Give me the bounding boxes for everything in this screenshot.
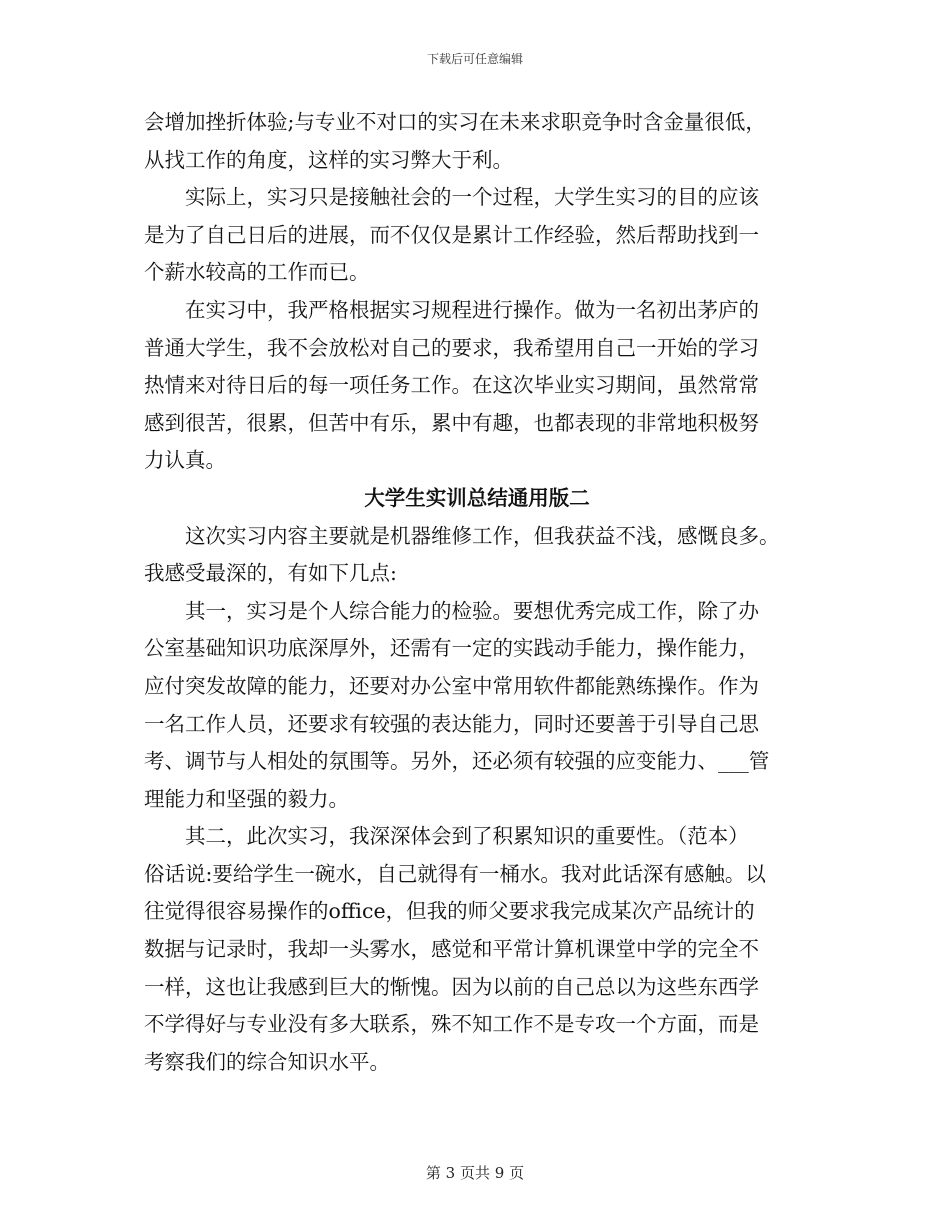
page-number: 第 3 页共 9 页	[425, 1164, 525, 1182]
text-line: 实际上，实习只是接触社会的一个过程，大学生实习的目的应该	[185, 185, 759, 210]
text-line: 其二，此次实习，我深深体会到了积累知识的重要性。（范本）	[185, 824, 749, 849]
text-line: 应付突发故障的能力，还要对办公室中常用软件都能熟练操作。作为	[144, 673, 759, 698]
text-line: 俗话说:要给学生一碗水，自己就得有一桶水。我对此话深有感触。以	[144, 861, 766, 886]
text-line: 考、调节与人相处的氛围等。另外，还必须有较强的应变能力、___管	[144, 749, 770, 774]
text-line: 一名工作人员，还要求有较强的表达能力，同时还要善于引导自己思	[144, 711, 759, 736]
text-line: 会增加挫折体验;与专业不对口的实习在未来求职竞争时含金量很低，	[144, 110, 766, 134]
text-line: 不学得好与专业没有多大联系，殊不知工作不是专攻一个方面，而是	[144, 1012, 759, 1037]
text-line: 一样，这也让我感到巨大的惭愧。因为以前的自己总以为这些东西学	[144, 974, 759, 999]
text-line: 往觉得很容易操作的office，但我的师父要求我完成某次产品统计的	[144, 899, 755, 924]
text-line: 其一，实习是个人综合能力的检验。要想优秀完成工作，除了办	[185, 598, 759, 623]
text-line: 感到很苦，很累，但苦中有乐，累中有趣，也都表现的非常地积极努	[144, 410, 759, 435]
text-line: 在实习中，我严格根据实习规程进行操作。做为一名初出茅庐的	[185, 297, 759, 322]
text-line: 热情来对待日后的每一项任务工作。在这次毕业实习期间，虽然常常	[144, 373, 759, 398]
text-line: 从找工作的角度，这样的实习弊大于利。	[144, 147, 513, 172]
text-line: 力认真。	[144, 448, 226, 473]
text-line: 个薪水较高的工作而已。	[144, 260, 370, 285]
text-line: 考察我们的综合知识水平。	[144, 1049, 390, 1074]
section-heading: 大学生实训总结通用版二	[364, 485, 590, 510]
text-line: 公室基础知识功底深厚外，还需有一定的实践动手能力，操作能力，	[144, 636, 759, 661]
text-line: 是为了自己日后的进展，而不仅仅是累计工作经验，然后帮助找到一	[144, 222, 759, 247]
text-line: 这次实习内容主要就是机器维修工作，但我获益不浅，感慨良多。	[185, 523, 780, 548]
text-line: 理能力和坚强的毅力。	[144, 786, 349, 811]
text-line: 普通大学生，我不会放松对自己的要求，我希望用自己一开始的学习	[144, 335, 759, 360]
document-body	[144, 104, 810, 1081]
text-line: 我感受最深的，有如下几点:	[144, 561, 397, 586]
page-header: 下载后可任意编辑	[426, 52, 523, 66]
text-line: 数据与记录时，我却一头雾水，感觉和平常计算机课堂中学的完全不	[144, 937, 759, 962]
